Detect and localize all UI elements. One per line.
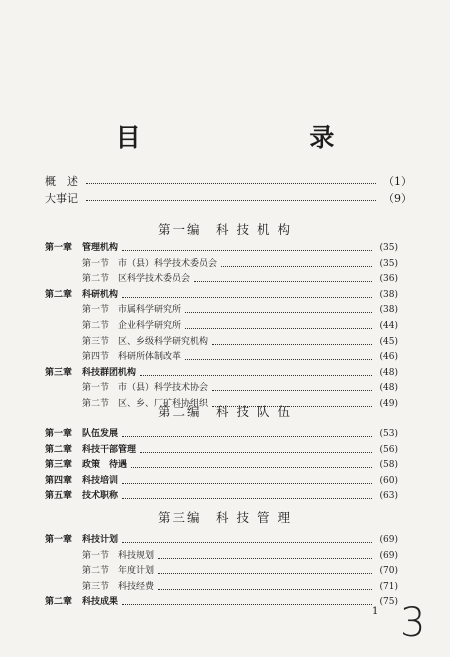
toc-label: 政策 待遇 (82, 460, 128, 471)
toc-row-chapter[interactable] (0, 427, 450, 441)
toc-chapter-number: 第一节 (82, 550, 110, 561)
toc-label: 科技计划 (82, 535, 119, 545)
toc-label: 科技经费 (118, 581, 155, 592)
toc-page-number: (69) (379, 550, 398, 561)
toc-page-number: (60) (379, 475, 398, 486)
toc-label: 企业科学研究所 (118, 321, 182, 331)
toc-label: 管理机构 (82, 243, 119, 253)
page-number: 1 (372, 606, 379, 617)
toc-row-chapter[interactable] (0, 288, 450, 302)
toc-row-chapter[interactable] (0, 533, 450, 547)
toc-row-chapter[interactable] (0, 474, 450, 488)
toc-chapter-number: 第二章 (45, 444, 73, 455)
toc-label: 年度计划 (118, 566, 155, 577)
toc-chapter-number: 第二章 (45, 597, 73, 608)
dot-leader (140, 452, 372, 453)
toc-page-number: (38) (379, 289, 398, 300)
dot-leader (122, 542, 372, 543)
toc-page-number: (75) (379, 597, 398, 608)
toc-row-section[interactable] (0, 303, 450, 317)
toc-chapter-number: 第一章 (45, 243, 73, 253)
toc-page-number: (58) (379, 460, 398, 471)
toc-label: 科技规划 (118, 550, 155, 561)
toc-row-chapter[interactable] (0, 443, 450, 457)
toc-chapter-number: 第一节 (82, 258, 110, 269)
dot-leader (158, 558, 372, 559)
dot-leader (185, 328, 372, 329)
dot-leader (185, 359, 372, 360)
toc-chapter-number: 第二节 (82, 274, 110, 285)
toc-row-chapter[interactable] (0, 458, 450, 472)
dot-leader (122, 250, 372, 251)
toc-page-number: (35) (379, 258, 398, 269)
toc-label: 队伍发展 (82, 429, 119, 439)
toc-label: 市（县）科学技术委员会 (118, 258, 218, 269)
toc-label: 区、乡、厂矿科协组织 (118, 399, 209, 409)
dot-leader (122, 498, 372, 499)
toc-row-section[interactable] (0, 564, 450, 578)
toc-page-number: （1） (383, 175, 412, 188)
toc-row-chapter[interactable] (0, 366, 450, 380)
part-heading: 第二编 科 技 队 伍 (158, 404, 292, 419)
toc-row-overview[interactable] (0, 174, 450, 188)
dot-leader (194, 281, 372, 282)
toc-page-number: (56) (379, 444, 398, 455)
dot-leader (221, 266, 372, 267)
dot-leader (86, 183, 376, 184)
toc-label: 区、乡级科学研究机构 (118, 336, 209, 347)
toc-page-number: (70) (379, 566, 398, 577)
dot-leader (212, 344, 372, 345)
toc-row-chapter[interactable] (0, 489, 450, 503)
toc-page-number: （9） (383, 192, 412, 205)
toc-row-chronicle[interactable] (0, 191, 450, 205)
dot-leader (158, 573, 372, 574)
dot-leader (122, 297, 372, 298)
toc-chapter-number: 第三章 (45, 367, 73, 378)
toc-page-number: (46) (379, 352, 398, 363)
dot-leader (122, 483, 372, 484)
toc-label: 科技培训 (82, 475, 119, 486)
dot-leader (86, 200, 376, 201)
part-heading: 第三编 科 技 管 理 (158, 510, 292, 525)
toc-row-section[interactable] (0, 580, 450, 594)
toc-label: 市（县）科学技术协会 (118, 383, 209, 394)
toc-page-number: (35) (379, 243, 398, 253)
toc-page-number: (48) (379, 383, 398, 394)
toc-chapter-number: 第四章 (45, 475, 73, 486)
handwritten-mark: 3 (400, 600, 426, 646)
toc-label: 概 述 (45, 175, 78, 188)
toc-chapter-number: 第一节 (82, 383, 110, 394)
toc-row-section[interactable] (0, 257, 450, 271)
dot-leader (131, 467, 372, 468)
toc-page-number: (53) (379, 429, 398, 439)
toc-label: 市属科学研究所 (118, 305, 182, 316)
toc-row-section[interactable] (0, 335, 450, 349)
toc-row-section[interactable] (0, 272, 450, 286)
dot-leader (122, 604, 372, 605)
part-heading: 第一编 科 技 机 构 (158, 222, 292, 237)
toc-label: 科技成果 (82, 597, 119, 608)
toc-page-number: (45) (379, 336, 398, 347)
toc-chapter-number: 第三章 (45, 460, 73, 471)
toc-row-chapter[interactable] (0, 595, 450, 609)
toc-chapter-number: 第一章 (45, 429, 73, 439)
toc-chapter-number: 第三节 (82, 581, 110, 592)
toc-chapter-number: 第二节 (82, 566, 110, 577)
toc-page-number: (44) (379, 321, 398, 331)
toc-label: 科技群团机构 (82, 367, 137, 378)
toc-label: 科研所体制改革 (118, 352, 182, 363)
page-title: 目 录 (115, 123, 415, 152)
toc-row-section[interactable] (0, 381, 450, 395)
dot-leader (158, 589, 372, 590)
toc-chapter-number: 第四节 (82, 352, 110, 363)
toc-row-section[interactable] (0, 549, 450, 563)
toc-label: 区科学技术委员会 (118, 274, 191, 285)
toc-row-section[interactable] (0, 350, 450, 364)
toc-chapter-number: 第五章 (45, 491, 73, 502)
toc-row-section[interactable] (0, 319, 450, 333)
toc-chapter-number: 第一章 (45, 535, 73, 545)
toc-page-number: (71) (379, 581, 398, 592)
toc-page-number: (38) (379, 305, 398, 316)
dot-leader (122, 436, 372, 437)
toc-page-number: (48) (379, 367, 398, 378)
dot-leader (185, 312, 372, 313)
toc-chapter-number: 第二节 (82, 399, 110, 409)
toc-chapter-number: 第一节 (82, 305, 110, 316)
toc-label: 科研机构 (82, 289, 119, 300)
dot-leader (212, 390, 372, 391)
toc-page-number: (63) (379, 491, 398, 502)
toc-page-number: (36) (379, 274, 398, 285)
toc-row-chapter[interactable] (0, 241, 450, 255)
toc-chapter-number: 第二章 (45, 289, 73, 300)
toc-label: 技术职称 (82, 491, 119, 502)
toc-page-number: (69) (379, 535, 398, 545)
toc-chapter-number: 第二节 (82, 321, 110, 331)
toc-chapter-number: 第三节 (82, 336, 110, 347)
toc-label: 科技干部管理 (82, 444, 137, 455)
toc-page-number: (49) (379, 399, 398, 409)
dot-leader (140, 375, 372, 376)
toc-label: 大事记 (45, 192, 78, 205)
